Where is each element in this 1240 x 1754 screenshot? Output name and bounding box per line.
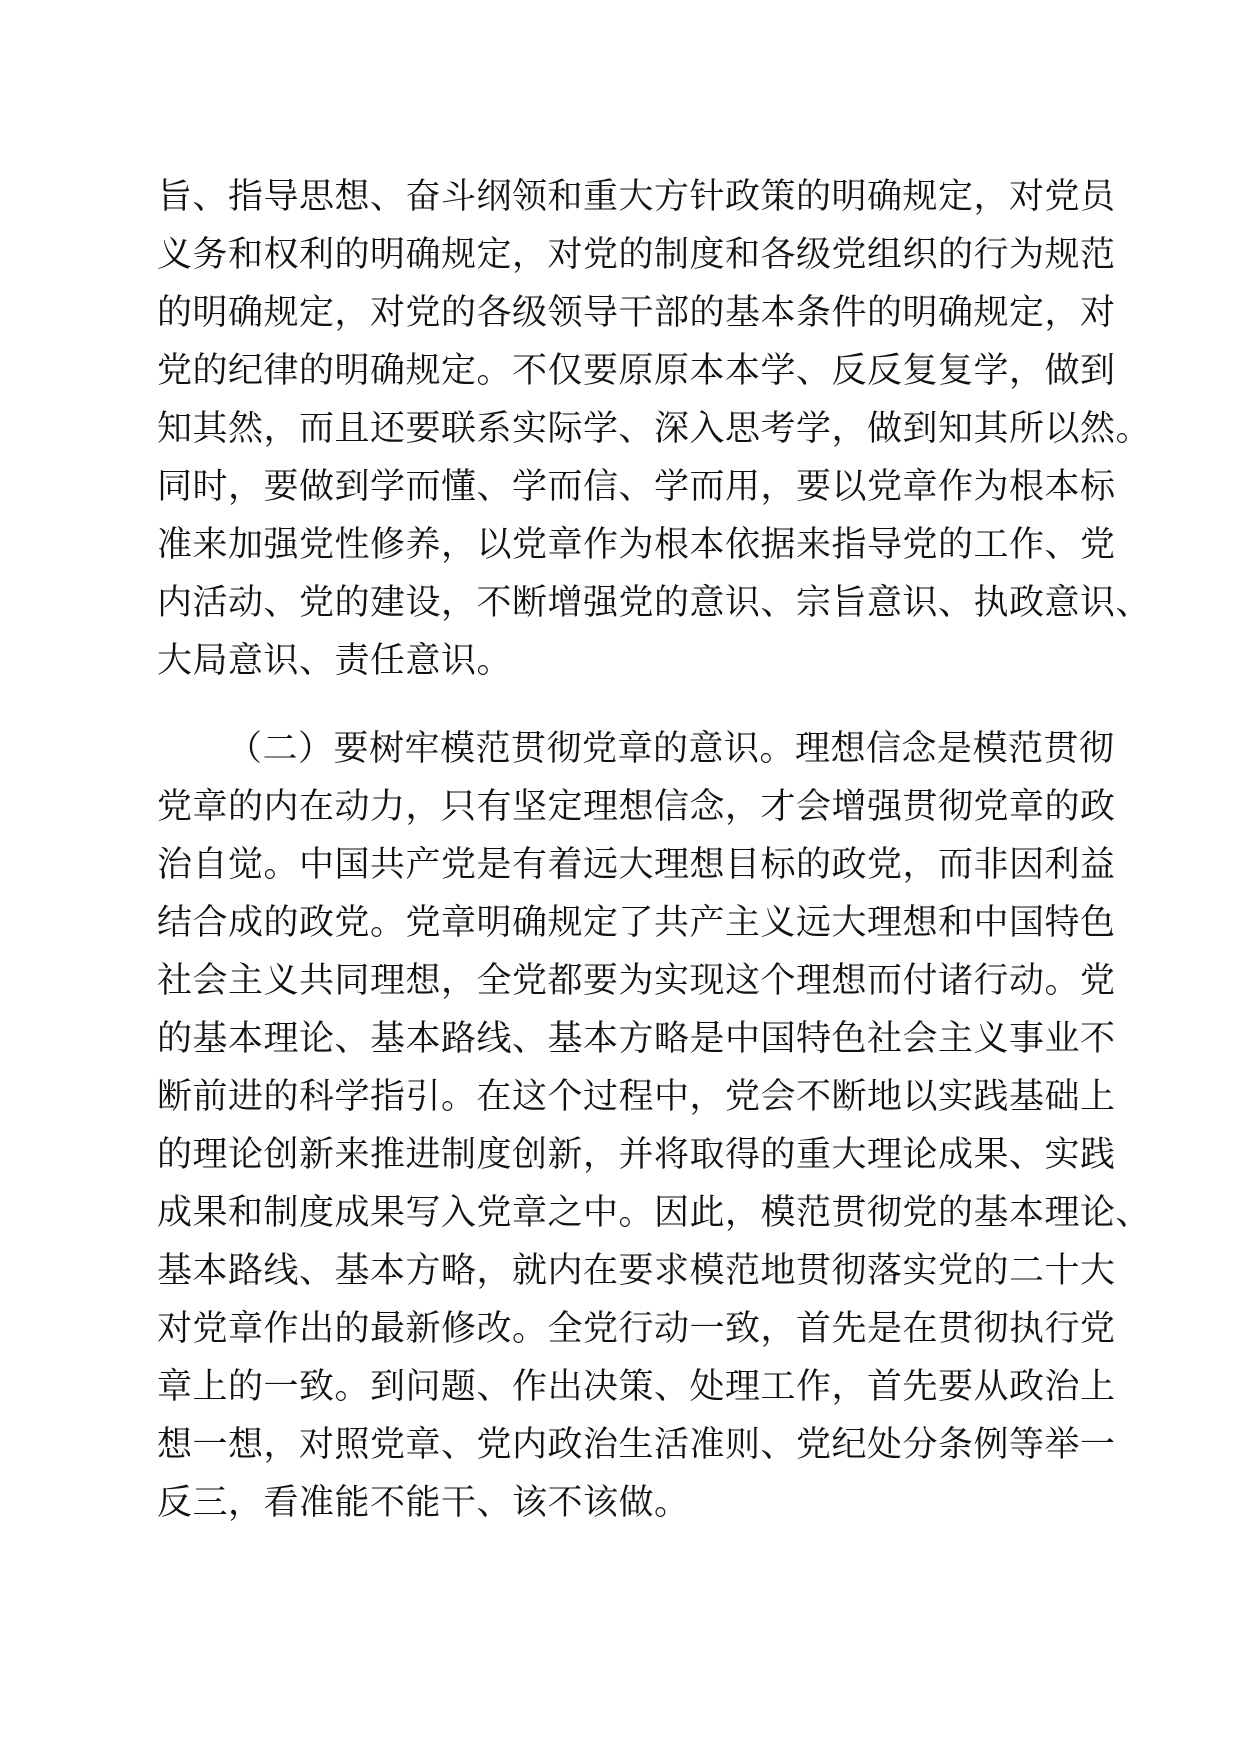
paragraph-line: 社会主义共同理想，全党都要为实现这个理想而付诸行动。党 [157,961,1116,1001]
paragraph-line: 基本路线、基本方略，就内在要求模范地贯彻落实党的二十大 [157,1251,1116,1291]
paragraph-line: 旨、指导思想、奋斗纲领和重大方针政策的明确规定，对党员 [157,177,1116,217]
paragraph-heading-line: （二）要树牢模范贯彻党章的意识。理想信念是模范贯彻 [227,729,1115,769]
paragraph-line: 治自觉。中国共产党是有着远大理想目标的政党，而非因利益 [157,845,1116,885]
paragraph-line: 义务和权利的明确规定，对党的制度和各级党组织的行为规范 [157,235,1116,275]
paragraph-line: 的明确规定，对党的各级领导干部的基本条件的明确规定，对 [157,293,1116,333]
paragraph-line: 同时，要做到学而懂、学而信、学而用，要以党章作为根本标 [157,467,1116,507]
paragraph-line: 的理论创新来推进制度创新，并将取得的重大理论成果、实践 [157,1135,1116,1175]
paragraph-line: 党章的内在动力，只有坚定理想信念，才会增强贯彻党章的政 [157,787,1116,827]
paragraph-continued [157,168,1152,690]
paragraph-line: 结合成的政党。党章明确规定了共产主义远大理想和中国特色 [157,903,1116,943]
paragraph-line: 内活动、党的建设，不断增强党的意识、宗旨意识、执政意识、 [157,583,1152,623]
paragraph-line: 章上的一致。到问题、作出决策、处理工作，首先要从政治上 [157,1367,1116,1407]
paragraph-line: 知其然，而且还要联系实际学、深入思考学，做到知其所以然。 [157,409,1152,449]
paragraph-section-two [157,720,1152,1532]
paragraph-line: 想一想，对照党章、党内政治生活准则、党纪处分条例等举一 [157,1425,1116,1465]
paragraph-line: 断前进的科学指引。在这个过程中，党会不断地以实践基础上 [157,1077,1116,1117]
paragraph-line: 准来加强党性修养，以党章作为根本依据来指导党的工作、党 [157,525,1116,565]
paragraph-line: 党的纪律的明确规定。不仅要原原本本学、反反复复学，做到 [157,351,1116,391]
paragraph-line: 反三，看准能不能干、该不该做。 [157,1483,690,1523]
paragraph-line: 的基本理论、基本路线、基本方略是中国特色社会主义事业不 [157,1019,1116,1059]
paragraph-line: 成果和制度成果写入党章之中。因此，模范贯彻党的基本理论、 [157,1193,1152,1233]
paragraph-line: 对党章作出的最新修改。全党行动一致，首先是在贯彻执行党 [157,1309,1116,1349]
paragraph-line: 大局意识、责任意识。 [157,641,513,681]
